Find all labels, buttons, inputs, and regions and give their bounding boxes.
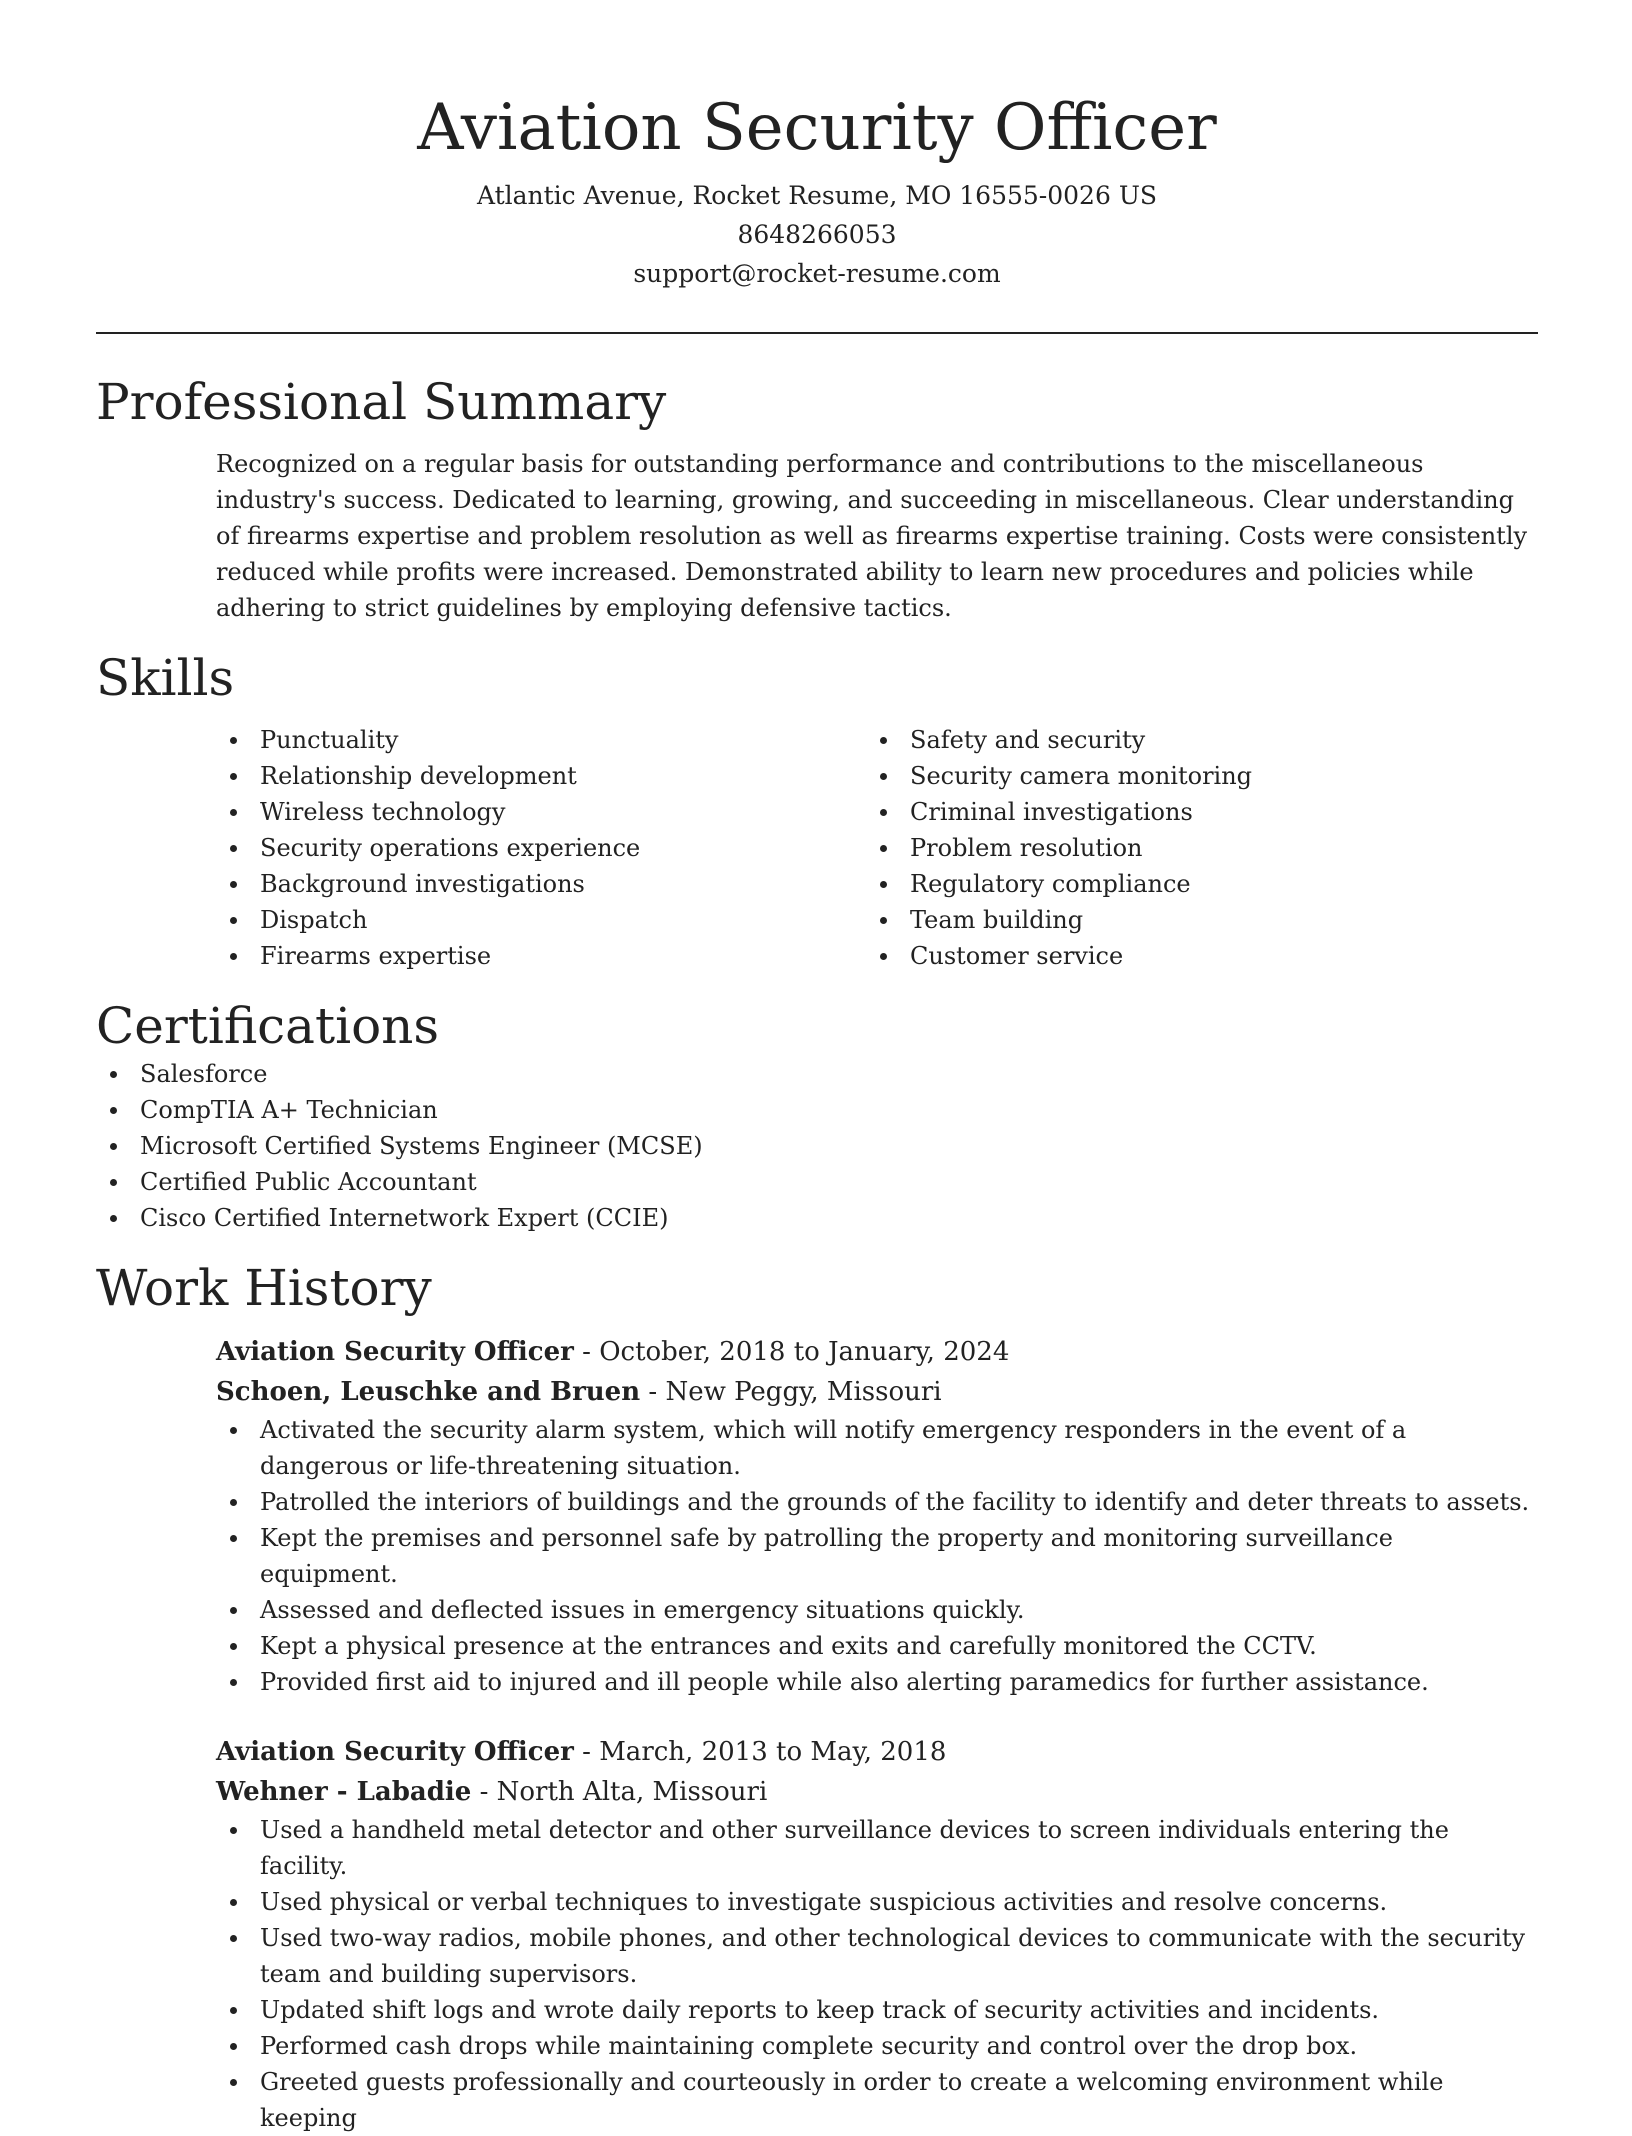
- job-duty: Activated the security alarm system, which will notify emergency responders in the event of a dangerous or life-threatening situation.: [216, 1412, 1538, 1484]
- skill-item: Relationship development: [216, 758, 866, 794]
- skill-item: Criminal investigations: [866, 794, 1516, 830]
- skill-item: Wireless technology: [216, 794, 866, 830]
- certifications-heading: Certifications: [96, 997, 440, 1055]
- certifications-list: [96, 1056, 1538, 1236]
- job-duty: Kept a physical presence at the entrances and exits and carefully monitored the CCTV.: [216, 1628, 1538, 1664]
- job-duty: Updated shift logs and wrote daily reports to keep track of security activities and incidents.: [216, 1992, 1538, 2028]
- job-duty: Used a handheld metal detector and other surveillance devices to screen individuals entering the facility.: [216, 1812, 1538, 1884]
- skill-item: Safety and security: [866, 722, 1516, 758]
- job-entry: [216, 1332, 1538, 1700]
- job-location: - New Peggy, Missouri: [640, 1377, 942, 1407]
- job-title-line: [216, 1732, 1538, 1772]
- skill-item: Team building: [866, 902, 1516, 938]
- skills-column-left: [216, 722, 866, 974]
- job-role: Aviation Security Officer: [216, 1337, 574, 1367]
- job-company: Wehner - Labadie: [216, 1777, 472, 1807]
- job-duty: Greeted guests professionally and courteously in order to create a welcoming environment while keeping: [216, 2064, 1538, 2136]
- job-duty: Assessed and deflected issues in emergency situations quickly.: [216, 1592, 1538, 1628]
- certification-item: Certified Public Accountant: [96, 1164, 1538, 1200]
- job-company-line: [216, 1772, 1538, 1812]
- certification-item: Microsoft Certified Systems Engineer (MCSE): [96, 1128, 1538, 1164]
- job-dates: - October, 2018 to January, 2024: [573, 1337, 1010, 1367]
- job-company-line: [216, 1372, 1538, 1412]
- job-location: - North Alta, Missouri: [471, 1777, 768, 1807]
- resume-page: [96, 0, 1538, 2136]
- skill-item: Background investigations: [216, 866, 866, 902]
- job-duty: Provided first aid to injured and ill people while also alerting paramedics for further assistance.: [216, 1664, 1538, 1700]
- certification-item: Salesforce: [96, 1056, 1538, 1092]
- job-entry: [216, 1732, 1538, 2136]
- skill-item: Security camera monitoring: [866, 758, 1516, 794]
- skill-item: Punctuality: [216, 722, 866, 758]
- certification-item: Cisco Certified Internetwork Expert (CCIE): [96, 1200, 1538, 1236]
- skills-column-right: [866, 722, 1516, 974]
- job-duty: Used two-way radios, mobile phones, and other technological devices to communicate with the security team and building supervisors.: [216, 1920, 1538, 1992]
- skill-item: Regulatory compliance: [866, 866, 1516, 902]
- header-divider: [96, 332, 1538, 334]
- job-company: Schoen, Leuschke and Bruen: [216, 1377, 641, 1407]
- resume-name: Aviation Security Officer: [417, 91, 1217, 165]
- contact-address: Atlantic Avenue, Rocket Resume, MO 16555-0026 US: [476, 181, 1158, 210]
- job-duties-list: [216, 1412, 1538, 1700]
- skill-item: Problem resolution: [866, 830, 1516, 866]
- job-role: Aviation Security Officer: [216, 1737, 574, 1767]
- skill-item: Customer service: [866, 938, 1516, 974]
- contact-info: [96, 176, 1538, 293]
- job-duty: Used physical or verbal techniques to investigate suspicious activities and resolve concerns.: [216, 1884, 1538, 1920]
- job-title-line: [216, 1332, 1538, 1372]
- skill-item: Dispatch: [216, 902, 866, 938]
- skill-item: Security operations experience: [216, 830, 866, 866]
- skill-item: Firearms expertise: [216, 938, 866, 974]
- contact-email: support@rocket-resume.com: [633, 259, 1001, 288]
- summary-heading: Professional Summary: [96, 373, 667, 431]
- work-history-heading: Work History: [96, 1259, 432, 1317]
- skills-heading: Skills: [96, 649, 235, 707]
- job-duty: Performed cash drops while maintaining complete security and control over the drop box.: [216, 2028, 1538, 2064]
- skills-list: [216, 722, 1538, 974]
- certification-item: CompTIA A+ Technician: [96, 1092, 1538, 1128]
- job-duty: Kept the premises and personnel safe by patrolling the property and monitoring surveillance equipment.: [216, 1520, 1538, 1592]
- job-duty: Patrolled the interiors of buildings and the grounds of the facility to identify and deter threats to assets.: [216, 1484, 1538, 1520]
- job-duties-list: [216, 1812, 1538, 2136]
- job-dates: - March, 2013 to May, 2018: [573, 1737, 947, 1767]
- summary-text: Recognized on a regular basis for outstanding performance and contributions to the miscellaneous industry's success. Dedicated to learning, growing, and succeeding in miscellaneous. Clear understanding of firearms expertise and problem resolution as well as firearms expertise training. Costs were consistently reduced while profits were increased. Demonstrated ability to learn new procedures and policies while adhering to strict guidelines by employing defensive tactics.: [216, 450, 1528, 622]
- contact-phone: 8648266053: [737, 220, 897, 249]
